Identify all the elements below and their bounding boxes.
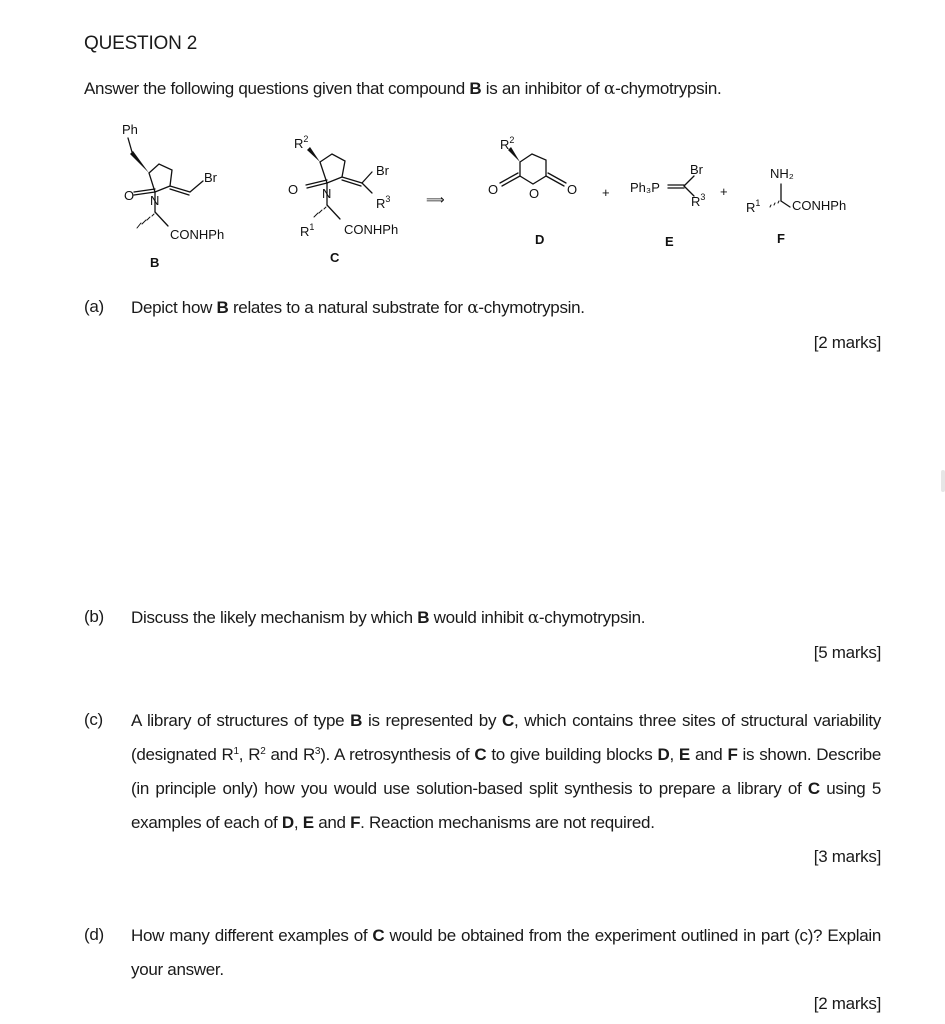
wedge-bond	[508, 147, 520, 162]
question-title: QUESTION 2	[84, 33, 198, 54]
atom-o: O	[288, 182, 299, 197]
intro-text: is an inhibitor of	[481, 79, 604, 98]
atom-n: N	[150, 193, 160, 208]
bond	[362, 172, 372, 183]
bond	[190, 181, 203, 192]
atom-ph: Ph	[122, 122, 138, 137]
part-text: How many different examples of C would be obtained from the experiment outlined in part (c)? Explain your answer.	[131, 926, 881, 979]
part-letter: (b)	[84, 607, 104, 626]
alpha-symbol: α	[467, 298, 479, 318]
atom-br: Br	[204, 170, 217, 185]
part-text: Discuss the likely mechanism by which B would inhibit α-chymotrypsin.	[131, 608, 646, 628]
alpha-symbol: α	[527, 608, 539, 628]
atom-o: O	[567, 182, 578, 197]
bond	[170, 186, 190, 192]
question-intro	[84, 79, 721, 99]
intro-compound: B	[469, 79, 482, 98]
atom-br: Br	[690, 162, 703, 177]
hash-bond	[770, 201, 779, 207]
atom-o: O	[124, 188, 135, 203]
part-letter: (a)	[84, 297, 104, 316]
ring-c	[320, 154, 345, 183]
ring-b	[149, 164, 172, 192]
alpha-symbol: α	[603, 79, 616, 99]
atom-nh2: NH₂	[770, 166, 794, 181]
part-letter: (c)	[84, 710, 103, 729]
marks-b: [5 marks]	[813, 643, 881, 662]
atom-n: N	[322, 186, 332, 201]
part-letter: (d)	[84, 925, 104, 944]
atom-r3: $R^3$	[376, 194, 391, 211]
wedge-bond	[130, 151, 149, 173]
part-text: A library of structures of type B is represented by C, which contains three sites of structural variability (designated $R^1$, $R^2$ and $R^3$). A retrosynthesis of C to give building blocks D, E and F is shown. Describe (in principle only) how you would use solution-based split synthesis to prepare a library of C using 5 examples of each of D, E and F. Reaction mechanisms are not required.	[131, 711, 882, 832]
atom-o: O	[488, 182, 499, 197]
bond	[327, 205, 340, 219]
scrollbar-thumb[interactable]	[941, 470, 945, 492]
atom-br: Br	[376, 163, 389, 178]
wedge-bond	[307, 147, 320, 162]
retrosynthesis-arrow-icon: ⟹	[426, 192, 445, 207]
marks-c: [3 marks]	[813, 847, 881, 866]
bond	[342, 180, 361, 186]
bond	[134, 189, 155, 192]
structures-svg	[100, 112, 880, 282]
atom-r1: $R^1$	[746, 198, 761, 215]
marks-a: [2 marks]	[813, 333, 881, 352]
hash-bond	[314, 207, 326, 217]
label-e: E	[665, 234, 674, 249]
bond	[342, 177, 362, 183]
bond	[362, 183, 372, 193]
bond	[128, 138, 132, 152]
label-d: D	[535, 232, 545, 247]
bond	[155, 212, 168, 226]
bond	[170, 189, 189, 195]
hash-bond	[137, 214, 154, 228]
retrosynthesis-scheme	[100, 112, 880, 282]
atom-o: O	[529, 186, 540, 201]
atom-conhph: CONHPh	[170, 227, 225, 242]
label-b: B	[150, 255, 160, 270]
atom-r2: $R^2$	[294, 134, 309, 151]
atom-r2: $R^2$	[500, 135, 515, 152]
intro-text: Answer the following questions given that compound	[84, 79, 470, 98]
atom-r1: $R^1$	[300, 222, 315, 239]
label-c: C	[330, 250, 340, 265]
ring-d	[520, 154, 546, 184]
atom-ph3p: Ph₃P	[630, 180, 660, 195]
intro-text: -chymotrypsin.	[615, 79, 722, 98]
label-f: F	[777, 231, 785, 246]
part-text: Depict how B relates to a natural substrate for α-chymotrypsin.	[131, 298, 585, 318]
atom-conhph: CONHPh	[792, 198, 847, 213]
plus-sign: +	[720, 184, 728, 199]
marks-d: [2 marks]	[813, 994, 881, 1013]
atom-r3: $R^3$	[691, 192, 706, 209]
bond	[781, 201, 790, 207]
plus-sign: +	[602, 185, 610, 200]
atom-conhph: CONHPh	[344, 222, 399, 237]
bond	[684, 176, 694, 186]
